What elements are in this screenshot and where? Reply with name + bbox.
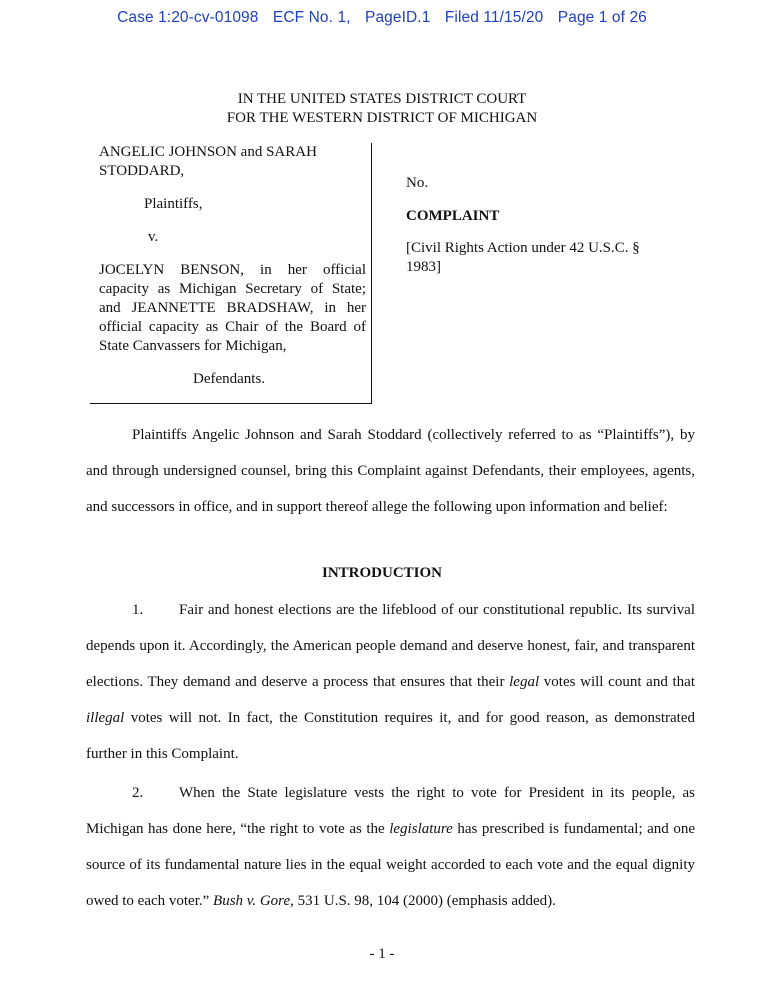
case-no-label: No. <box>406 175 429 191</box>
paragraph-1 <box>86 592 695 772</box>
section-heading: INTRODUCTION <box>321 565 442 581</box>
defendants-label: Defendants. <box>193 371 266 387</box>
document-title: COMPLAINT <box>406 208 500 224</box>
case-number: Case 1:20-cv-01098 <box>117 9 259 26</box>
versus-label: v. <box>148 229 159 245</box>
paragraph-text: votes will not. In fact, the Constitution requires it, and for good reason, as demonstrated further in this Complaint. <box>86 710 695 762</box>
paragraph-2 <box>86 775 695 919</box>
caption-horizontal-rule <box>90 403 372 404</box>
paragraph-text: Fair and honest elections are the lifeblood of our constitutional republic. Its survival depends upon it. Accordingly, the American people demand and deserve honest, fair, and transparent elections. They demand and deserve a process that ensures that their <box>86 602 695 690</box>
court-line-2: FOR THE WESTERN DISTRICT OF MICHIGAN <box>226 110 538 126</box>
emphasis-legislature: legislature <box>389 821 453 837</box>
case-citation: Bush v. Gore <box>213 893 291 909</box>
defendants-names: JOCELYN BENSON, in her official capacity as Michigan Secretary of State; and JEANNETTE BRADSHAW, in her official capacity as Chair of the Board of State Canvassers for Michigan, <box>99 262 366 354</box>
emphasis-legal: legal <box>509 674 540 690</box>
page-count: Page 1 of 26 <box>557 9 647 26</box>
paragraph-number: 2. <box>132 785 144 801</box>
paragraph-number: 1. <box>132 602 144 618</box>
intro-paragraph-block <box>86 417 695 525</box>
ecf-number: ECF No. 1, <box>272 9 351 26</box>
caption-parties <box>99 143 366 389</box>
paragraph-text: votes will count and that <box>539 674 695 690</box>
paragraph-text: has prescribed is fundamental; and one source of its fundamental nature lies in the equal weight accorded to each vote and the equal dignity owed to each voter.” <box>86 821 696 909</box>
paragraph-text: When the State legislature vests the right to vote for President in its people, as Michigan has done here, “the right to vote as the <box>86 785 695 837</box>
paragraph-text: , 531 U.S. 98, 104 (2000) (emphasis added). <box>290 893 556 909</box>
caption-case-info <box>406 174 666 277</box>
plaintiffs-names: ANGELIC JOHNSON and SARAH STODDARD, <box>99 144 317 179</box>
plaintiffs-label: Plaintiffs, <box>144 196 203 212</box>
filed-date: Filed 11/15/20 <box>444 9 544 26</box>
caption-vertical-rule <box>371 143 372 404</box>
emphasis-illegal: illegal <box>86 710 125 726</box>
ecf-header <box>0 9 764 27</box>
page-id: PageID.1 <box>365 9 431 26</box>
page-number: - 1 - <box>369 946 395 962</box>
court-line-1: IN THE UNITED STATES DISTRICT COURT <box>237 91 527 107</box>
intro-paragraph: Plaintiffs Angelic Johnson and Sarah Stoddard (collectively referred to as “Plaintiffs”), by and through undersigned counsel, bring this Complaint against Defendants, their employees, agents, and successors in office, and in support thereof allege the following upon information and belief: <box>86 427 695 515</box>
action-type: [Civil Rights Action under 42 U.S.C. § 1983] <box>406 240 640 275</box>
court-heading <box>0 90 764 128</box>
